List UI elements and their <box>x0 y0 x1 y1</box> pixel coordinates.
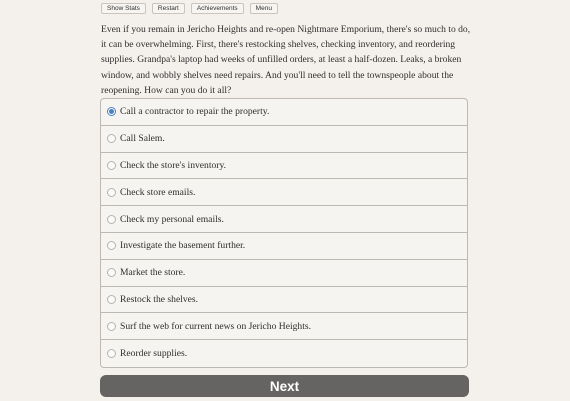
choice-option[interactable] <box>101 206 467 233</box>
choice-option[interactable] <box>101 99 467 126</box>
choice-label: Investigate the basement further. <box>120 240 246 252</box>
choice-label: Call a contractor to repair the property. <box>120 106 270 118</box>
choice-option[interactable] <box>101 233 467 260</box>
choice-label: Surf the web for current news on Jericho Heights. <box>120 320 312 332</box>
choice-label: Check the store's inventory. <box>120 159 227 171</box>
restart-button[interactable]: Restart <box>152 3 185 14</box>
next-button[interactable]: Next <box>100 375 469 397</box>
choice-option[interactable] <box>101 340 467 367</box>
radio-button-icon[interactable] <box>107 188 116 197</box>
radio-button-icon[interactable] <box>107 241 116 250</box>
choice-option[interactable] <box>101 260 467 287</box>
radio-button-icon[interactable] <box>107 322 116 331</box>
radio-button-icon[interactable] <box>107 107 116 116</box>
choice-label: Call Salem. <box>120 133 165 145</box>
menu-button[interactable]: Menu <box>250 3 278 14</box>
choice-option[interactable] <box>101 287 467 314</box>
radio-button-icon[interactable] <box>107 268 116 277</box>
choice-option[interactable] <box>101 153 467 180</box>
story-text: Even if you remain in Jericho Heights and re-open Nightmare Emporium, there's so much to do, it can be overwhelming. First, there's restocking shelves, checking inventory, and reordering supplies. Grandpa's laptop had weeks of unfilled orders, at least a half-dozen. Leaks, a broken window, and wobbly shelves need repairs. And you'll need to tell the townspeople about the reopening. How can you do it all? <box>101 24 471 96</box>
choice-option[interactable] <box>101 126 467 153</box>
choice-option[interactable] <box>101 313 467 340</box>
top-toolbar <box>101 3 278 14</box>
radio-button-icon[interactable] <box>107 215 116 224</box>
choice-list <box>100 98 468 368</box>
radio-button-icon[interactable] <box>107 295 116 304</box>
radio-button-icon[interactable] <box>107 134 116 143</box>
radio-button-icon[interactable] <box>107 349 116 358</box>
choice-label: Restock the shelves. <box>120 293 199 305</box>
choice-option[interactable] <box>101 179 467 206</box>
choice-label: Reorder supplies. <box>120 348 188 360</box>
choice-label: Check store emails. <box>120 186 196 198</box>
radio-button-icon[interactable] <box>107 161 116 170</box>
choice-label: Market the store. <box>120 267 186 279</box>
show-stats-button[interactable]: Show Stats <box>101 3 146 14</box>
choice-label: Check my personal emails. <box>120 213 224 225</box>
achievements-button[interactable]: Achievements <box>191 3 244 14</box>
